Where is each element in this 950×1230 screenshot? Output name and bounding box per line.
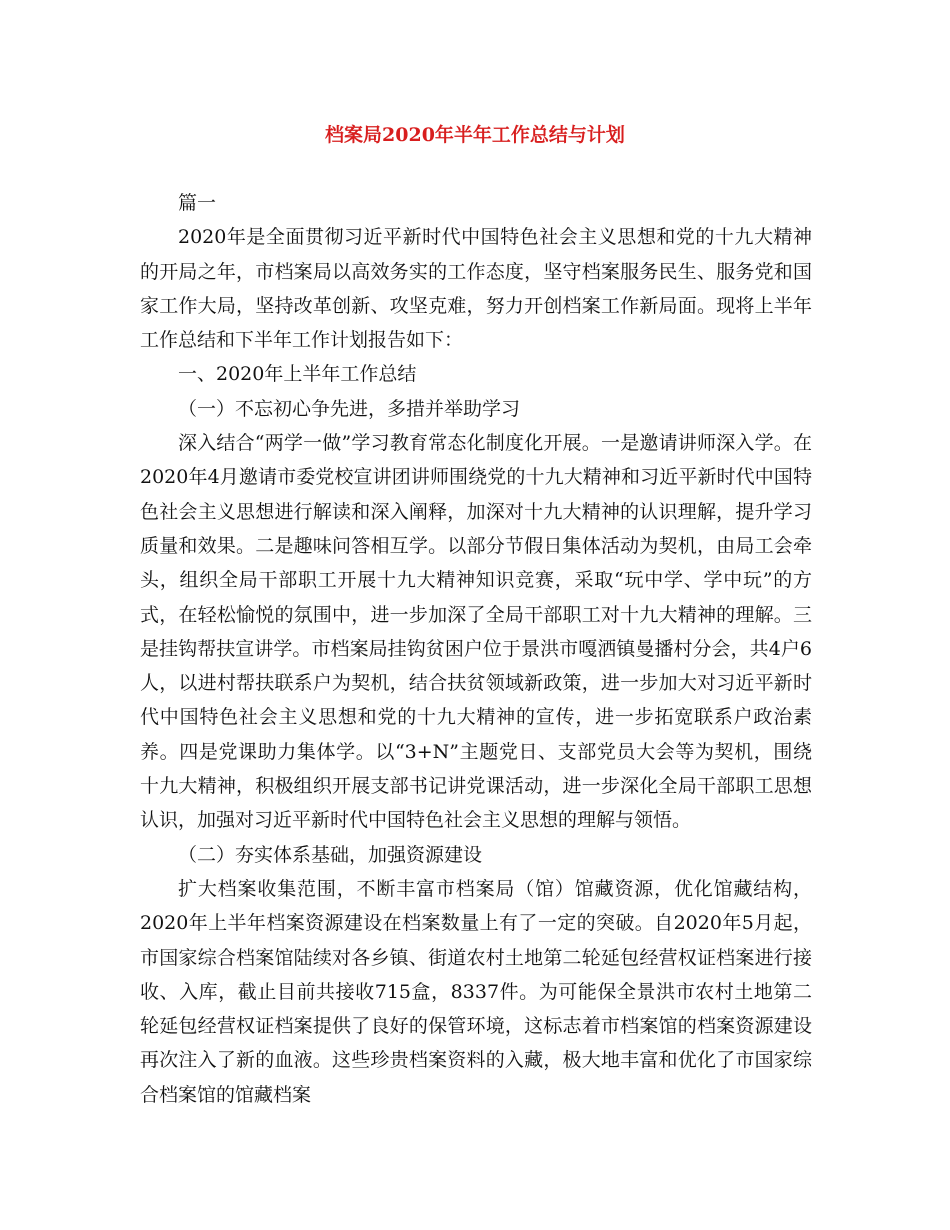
document-title: 档案局2020年半年工作总结与计划 <box>325 124 625 146</box>
body-paragraph: 扩大档案收集范围，不断丰富市档案局（馆）馆藏资源，优化馆藏结构，2020年上半年档案资源建设在档案数量上有了一定的突破。自2020年5月起，市国家综合档案馆陆续对各乡镇、街道农村土地第二轮延包经营权证档案进行接收、入库，截止目前共接收715盒，8337件。为可能保全景洪市农村土地第二轮延包经营权证档案提供了良好的保管环境，这标志着市档案馆的档案资源建设再次注入了新的血液。这些珍贵档案资料的入藏，极大地丰富和优化了市国家综合档案馆的馆藏档案 <box>140 877 812 1106</box>
body-paragraph: 2020年是全面贯彻习近平新时代中国特色社会主义思想和党的十九大精神的开局之年，市档案局以高效务实的工作态度，坚守档案服务民生、服务党和国家工作大局，坚持改革创新、攻坚克难，努力开创档案工作新局面。现将上半年工作总结和下半年工作计划报告如下： <box>140 226 812 352</box>
section-label: 篇一 <box>178 192 217 214</box>
body-paragraph: 深入结合“两学一做”学习教育常态化制度化开展。一是邀请讲师深入学。在2020年4月邀请市委党校宣讲团讲师围绕党的十九大精神和习近平新时代中国特色社会主义思想进行解读和深入阐释，加深对十九大精神的认识理解，提升学习质量和效果。二是趣味问答相互学。以部分节假日集体活动为契机，由局工会牵头，组织全局干部职工开展十九大精神知识竞赛，采取“玩中学、学中玩”的方式，在轻松愉悦的氛围中，进一步加深了全局干部职工对十九大精神的理解。三是挂钩帮扶宣讲学。市档案局挂钩贫困户位于景洪市嘎洒镇曼播村分会，共4户6人，以进村帮扶联系户为契机，结合扶贫领域新政策，进一步加大对习近平新时代中国特色社会主义思想和党的十九大精神的宣传，进一步拓宽联系户政治素养。四是党课助力集体学。以“3+N”主题党日、支部党员大会等为契机，围绕十九大精神，积极组织开展支部书记讲党课活动，进一步深化全局干部职工思想认识，加强对习近平新时代中国特色社会主义思想的理解与领悟。 <box>140 432 812 832</box>
section-heading: 一、2020年上半年工作总结 <box>178 363 417 386</box>
subsection-heading: （一）不忘初心争先进，多措并举助学习 <box>178 397 521 420</box>
document-body <box>140 186 812 1112</box>
subsection-heading: （二）夯实体系基础，加强资源建设 <box>178 843 483 866</box>
